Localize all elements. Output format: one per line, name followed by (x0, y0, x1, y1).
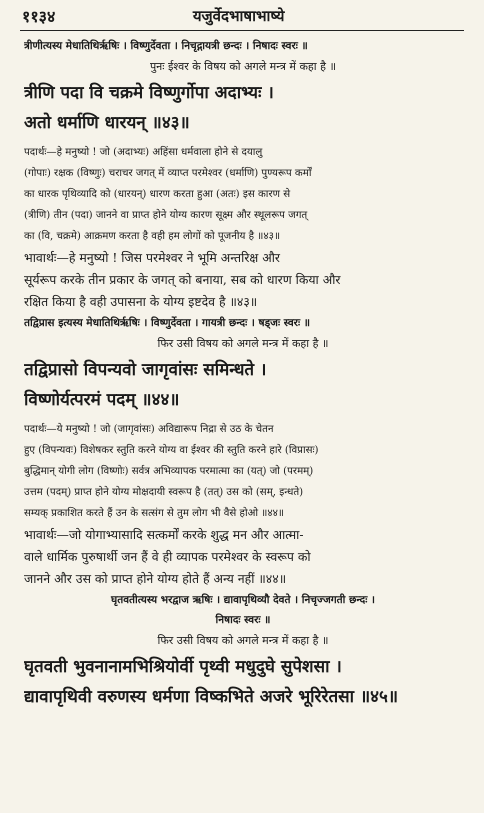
meta-line: त्रीणीत्यस्य मेधातिथिर्ऋषिः । विष्णुर्देवता । निचृद्गायत्री छन्दः । निषादः स्वरः ॥ (24, 40, 308, 52)
padartha-line: बुद्धिमान् योगी लोग (विष्णोः) सर्वत्र अभिव्यापक परमात्मा का (यत्) जो (परमम्) (24, 466, 314, 477)
padartha-line: उत्तम (पदम्) प्राप्त होने योग्य मोक्षदायी स्वरूप है (तत्) उस को (सम्, इन्धते) (24, 487, 304, 498)
bhavartha-line: भावार्थः—हे मनुष्यो ! जिस परमेश्वर ने भूमि अन्तरिक्ष और (24, 250, 280, 265)
mantra-line: विष्णोर्यत्परमं पदम् ॥४४॥ (24, 390, 180, 410)
bhavartha-line: सूर्यरूप करके तीन प्रकार के जगत् को बनाया, सब को धारण किया और (24, 272, 341, 287)
padartha-line: हुए (विपन्यवः) विशेषकर स्तुति करने योग्य वा ईश्वर की स्तुति करने हारे (विप्रासः) (24, 445, 319, 456)
mantra-line: द्यावापृथिवी वरुणस्य धर्मणा विष्कभिते अजरे भूरिरेतसा ॥४५॥ (24, 687, 399, 707)
padartha-line: (गोपाः) रक्षक (विष्णुः) चराचर जगत् में व्याप्त परमेश्वर (धर्माणि) पुण्यरूप कर्मों (24, 168, 312, 179)
bhavartha-line: भावार्थः—जो योगाभ्यासादि सत्कर्मों करके शुद्ध मन और आत्मा- (24, 527, 304, 542)
mantra-line: तद्विप्रासो विपन्यवो जागृवांसः समिन्धते । (24, 360, 267, 380)
running-title: यजुर्वेदभाषाभाष्ये (192, 7, 285, 25)
bhavartha-line: रक्षित किया है वही उपासना के योग्य इष्टदेव है ॥४३॥ (24, 294, 258, 309)
meta-line: निषादः स्वरः ॥ (215, 614, 271, 626)
intro-line: पुनः ईश्वर के विषय को अगले मन्त्र में कहा है ॥ (149, 60, 337, 73)
padartha-line: पदार्थः—ये मनुष्यो ! जो (जागृवांसः) अविद्यारूप निद्रा से उठ के चेतन (24, 424, 274, 435)
page-number: ११३४ (22, 7, 56, 26)
padartha-line: पदार्थः—हे मनुष्यो ! जो (अदाभ्यः) अहिंसा धर्मवाला होने से दयालु (24, 147, 263, 158)
bhavartha-line: वाले धार्मिक पुरुषार्थी जन हैं वे ही व्यापक परमेश्वर के स्वरूप को (24, 549, 311, 564)
meta-line: तद्विप्रास इत्यस्य मेधातिथिर्ऋषिः । विष्णुर्देवता । गायत्री छन्दः । षड्जः स्वरः ॥ (24, 317, 311, 329)
padartha-line: सम्यक् प्रकाशित करते हैं उन के सत्संग से तुम लोग भी वैसे होओ ॥४४॥ (24, 508, 285, 519)
mantra-line: अतो धर्माणि धारयन् ॥४३॥ (24, 113, 190, 133)
padartha-line: का (वि, चक्रमे) आक्रमण करता है वही हम लोगों को पूजनीय है ॥४३॥ (24, 231, 281, 242)
header-rule (20, 30, 464, 31)
page-header (22, 4, 462, 28)
meta-line: घृतवतीत्यस्य भरद्वाज ऋषिः । द्यावापृथिव्यौ देवते । निचृज्जगती छन्दः । (111, 594, 375, 606)
padartha-line: का धारक पृथिव्यादि को (धारयन्) धारण करता हुआ (अतः) इस कारण से (24, 189, 291, 200)
mantra-line: घृतवती भुवनानामभिश्रियोर्वी पृथ्वी मधुदुघे सुपेशसा । (24, 657, 342, 677)
padartha-line: (त्रीणि) तीन (पदा) जानने वा प्राप्त होने योग्य कारण सूक्ष्म और स्थूलरूप जगत् (24, 210, 308, 221)
bhavartha-line: जानने और उस को प्राप्त होने योग्य होते हैं अन्य नहीं ॥४४॥ (24, 571, 287, 586)
intro-line: फिर उसी विषय को अगले मन्त्र में कहा है ॥ (157, 634, 329, 647)
page-content (24, 36, 462, 712)
mantra-line: त्रीणि पदा वि चक्रमे विष्णुर्गोपा अदाभ्यः । (24, 83, 274, 103)
intro-line: फिर उसी विषय को अगले मन्त्र में कहा है ॥ (157, 337, 329, 350)
